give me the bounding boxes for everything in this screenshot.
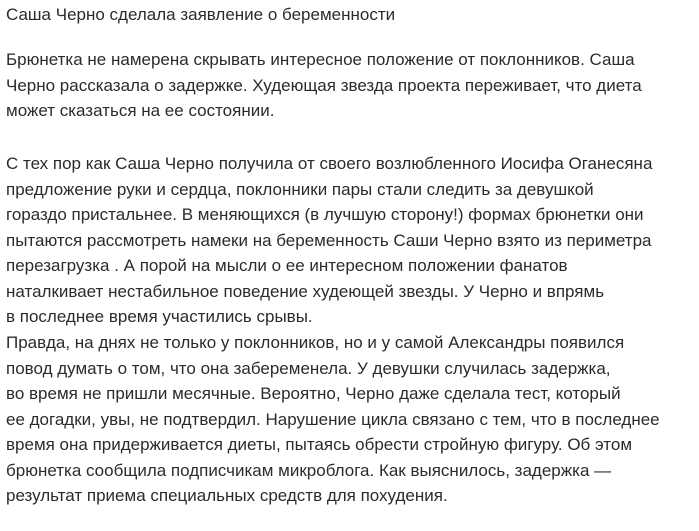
paragraph-line: пытаются рассмотреть намеки на беременность Саши Черно взято из периметра: [6, 230, 652, 250]
paragraph-line: ее догадки, увы, не подтвердил. Нарушение цикла связано с тем, что в последнее: [6, 409, 660, 429]
paragraph-line: в последнее время участились срывы.: [6, 307, 313, 326]
paragraph-line: С тех пор как Саша Черно получила от своего возлюбленного Иосифа Оганесяна: [6, 154, 653, 173]
paragraph-line: результат приема специальных средств для похудения.: [6, 486, 448, 505]
article-paragraph-2: [6, 151, 652, 330]
paragraph-line: перезагрузка . А порой на мысли о ее интересном положении фанатов: [6, 256, 568, 275]
paragraph-line: предложение руки и сердца, поклонники пары стали следить за девушкой: [6, 179, 594, 199]
article-title: Саша Черно сделала заявление о беременности: [6, 5, 396, 24]
paragraph-line: во время не пришли месячные. Вероятно, Черно даже сделала тест, который: [6, 384, 621, 403]
paragraph-line: Брюнетка не намерена скрывать интересное положение от поклонников. Саша: [6, 50, 635, 69]
paragraph-line: наталкивает нестабильное поведение худеющей звезды. У Черно и впрямь: [6, 281, 605, 301]
article-paragraph-3: [6, 330, 660, 509]
paragraph-line: Черно рассказала о задержке. Худеющая звезда проекта переживает, что диета: [6, 75, 642, 95]
paragraph-line: гораздо пристальнее. В меняющихся (в лучшую сторону!) формах брюнетки они: [6, 205, 644, 224]
paragraph-line: может сказаться на ее состоянии.: [6, 101, 275, 120]
paragraph-line: повод думать о том, что она забеременела. У девушки случилась задержка,: [6, 358, 611, 378]
article-paragraph-1: [6, 47, 642, 124]
paragraph-line: Правда, на днях не только у поклонников, но и у самой Александры появился: [6, 333, 625, 352]
paragraph-line: время она придерживается диеты, пытаясь обрести стройную фигуру. Об этом: [6, 435, 633, 454]
paragraph-line: брюнетка сообщила подписчикам микроблога. Как выяснилось, задержка —: [6, 460, 612, 480]
article: [6, 0, 696, 505]
